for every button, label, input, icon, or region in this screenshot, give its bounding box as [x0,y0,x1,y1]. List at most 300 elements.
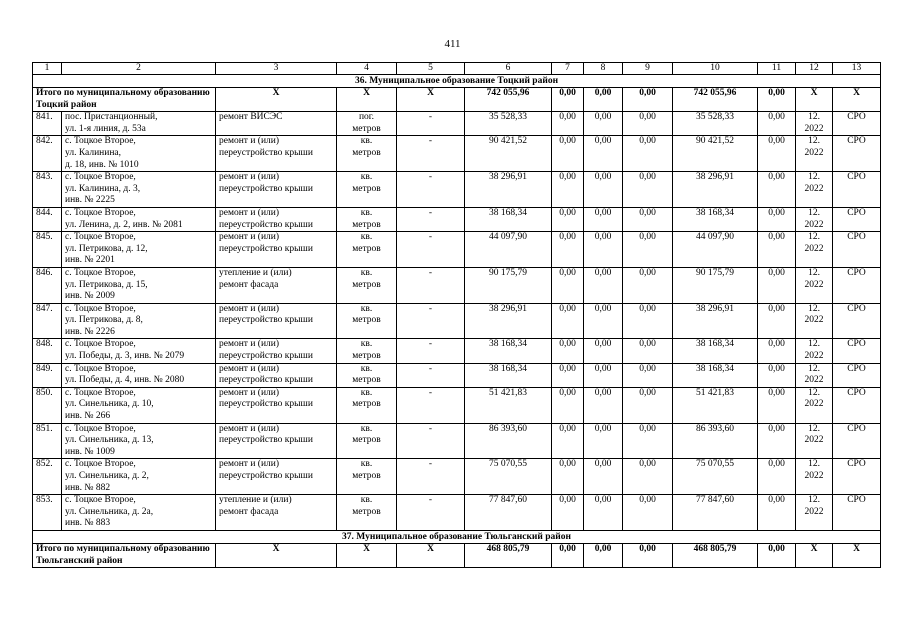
work-type-line: переустройство крыши [219,471,313,481]
table-row [33,423,881,459]
unit-line: кв. [360,207,373,218]
total-deadline: X [796,88,833,112]
other-funds: 0,00 [758,459,796,495]
section-title: 37. Муниципальное образование Тюльганский район [33,530,881,543]
total-cost: 468 805,79 [465,543,552,567]
regional-funds: 0,00 [584,303,623,339]
method: СРО [833,387,881,423]
total-regional: 0,00 [584,543,623,567]
volume: - [397,207,465,231]
address [62,172,216,208]
work-type-line: ремонт и (или) [219,363,280,374]
table-row [33,136,881,172]
address-line: с. Тоцкое Второе, [65,207,136,218]
row-number: 849. [33,363,62,387]
deadline-line: 2022 [804,399,824,410]
work-type-line: переустройство крыши [219,315,313,326]
total-unit: X [337,543,397,567]
address-line: ул. Победы, д. 3, инв. № 2079 [65,351,185,362]
unit [337,267,397,303]
work-type [216,207,337,231]
local-funds: 0,00 [623,495,673,531]
total-work-type: X [216,88,337,112]
work-type [216,112,337,136]
unit-line: метров [352,471,381,481]
address-line: инв. № 882 [65,482,111,493]
method: СРО [833,207,881,231]
work-type [216,232,337,268]
table-row [33,387,881,423]
address [62,267,216,303]
column-number-header: 9 [623,63,673,75]
method: СРО [833,267,881,303]
deadline-line: 2022 [804,123,824,134]
work-type [216,267,337,303]
work-type-line: переустройство крыши [219,351,313,362]
deadline-line: 2022 [804,243,824,254]
row-number: 850. [33,387,62,423]
unit-line: метров [352,243,381,254]
deadline-line: 2022 [804,183,824,194]
unit [337,387,397,423]
local-funds: 0,00 [623,136,673,172]
address-line: инв. № 266 [65,411,111,422]
deadline-line: 2022 [804,351,824,362]
unit [337,303,397,339]
unit-line: пог. [358,112,375,123]
unit-line: метров [352,375,381,386]
owners-funds: 90 421,52 [673,136,758,172]
federal-funds: 0,00 [552,267,584,303]
work-type [216,495,337,531]
total-regional: 0,00 [584,88,623,112]
total-cost: 86 393,60 [465,423,552,459]
repair-register-table [32,62,881,568]
volume: - [397,363,465,387]
local-funds: 0,00 [623,112,673,136]
total-cost: 90 175,79 [465,267,552,303]
row-number: 852. [33,459,62,495]
address-line: ул. Калинина, [65,147,122,158]
unit [337,495,397,531]
deadline-line: 12. [808,303,820,314]
total-cost: 35 528,33 [465,112,552,136]
deadline-line: 12. [808,207,820,218]
local-funds: 0,00 [623,339,673,363]
work-type-line: ремонт и (или) [219,459,280,470]
address-line: с. Тоцкое Второе, [65,363,136,374]
unit-line: метров [352,399,381,410]
column-number-header: 12 [796,63,833,75]
federal-funds: 0,00 [552,423,584,459]
unit-line: кв. [360,136,373,147]
deadline-line: 12. [808,172,820,183]
volume: - [397,232,465,268]
local-funds: 0,00 [623,172,673,208]
address-line: инв. № 2009 [65,291,115,302]
total-method: X [833,88,881,112]
table-row [33,207,881,231]
unit-line: кв. [360,267,373,278]
table-row [33,112,881,136]
method: СРО [833,423,881,459]
section-total-36 [33,88,881,112]
work-type-line: переустройство крыши [219,399,313,410]
deadline [796,303,833,339]
total-cost: 75 070,55 [465,459,552,495]
owners-funds: 77 847,60 [673,495,758,531]
other-funds: 0,00 [758,339,796,363]
unit-line: метров [352,315,381,326]
federal-funds: 0,00 [552,136,584,172]
unit-line: кв. [360,363,373,374]
method: СРО [833,459,881,495]
deadline [796,267,833,303]
other-funds: 0,00 [758,387,796,423]
volume: - [397,112,465,136]
unit-line: метров [352,183,381,194]
column-number-header: 1 [33,63,62,75]
unit-line: метров [352,506,381,517]
total-volume: X [397,543,465,567]
address-line: с. Тоцкое Второе, [65,136,136,147]
total-cost: 51 421,83 [465,387,552,423]
total-cost: 742 055,96 [465,88,552,112]
local-funds: 0,00 [623,303,673,339]
local-funds: 0,00 [623,459,673,495]
deadline-line: 2022 [804,506,824,517]
unit [337,423,397,459]
unit [337,207,397,231]
work-type-line: ремонт и (или) [219,136,280,147]
unit-line: метров [352,351,381,362]
federal-funds: 0,00 [552,387,584,423]
work-type [216,136,337,172]
federal-funds: 0,00 [552,172,584,208]
work-type [216,363,337,387]
table-row [33,339,881,363]
method: СРО [833,112,881,136]
address [62,495,216,531]
address [62,387,216,423]
address-line: с. Тоцкое Второе, [65,387,136,398]
regional-funds: 0,00 [584,267,623,303]
address-line: инв. № 2225 [65,195,115,206]
owners-funds: 44 097,90 [673,232,758,268]
row-number: 842. [33,136,62,172]
volume: - [397,136,465,172]
volume: - [397,267,465,303]
deadline-line: 2022 [804,147,824,158]
address-line: с. Тоцкое Второе, [65,495,136,506]
column-number-header: 8 [584,63,623,75]
section-header-36 [33,75,881,88]
local-funds: 0,00 [623,387,673,423]
owners-funds: 51 421,83 [673,387,758,423]
total-cost: 38 296,91 [465,172,552,208]
row-number: 853. [33,495,62,531]
column-number-header: 7 [552,63,584,75]
federal-funds: 0,00 [552,112,584,136]
work-type-line: утепление и (или) [219,495,292,506]
row-number: 844. [33,207,62,231]
address-line: ул. Победы, д. 4, инв. № 2080 [65,375,185,386]
total-label: Итого по муниципальному образованию Тюльганский район [33,543,216,567]
federal-funds: 0,00 [552,207,584,231]
table-row [33,495,881,531]
address-line: инв. № 2201 [65,255,115,266]
deadline-line: 2022 [804,435,824,446]
address-line: с. Тоцкое Второе, [65,267,136,278]
local-funds: 0,00 [623,363,673,387]
unit-line: метров [352,279,381,290]
regional-funds: 0,00 [584,387,623,423]
other-funds: 0,00 [758,363,796,387]
row-number: 846. [33,267,62,303]
deadline-line: 12. [808,495,820,506]
unit [337,112,397,136]
unit-line: кв. [360,423,373,434]
work-type [216,303,337,339]
method: СРО [833,136,881,172]
address-line: инв. № 2226 [65,326,115,337]
unit [337,172,397,208]
local-funds: 0,00 [623,207,673,231]
federal-funds: 0,00 [552,232,584,268]
column-number-header: 11 [758,63,796,75]
total-volume: X [397,88,465,112]
address-line: с. Тоцкое Второе, [65,423,136,434]
total-cost: 38 296,91 [465,303,552,339]
deadline-line: 2022 [804,375,824,386]
deadline-line: 12. [808,232,820,243]
address [62,423,216,459]
address [62,459,216,495]
volume: - [397,495,465,531]
address [62,339,216,363]
total-unit: X [337,88,397,112]
other-funds: 0,00 [758,232,796,268]
unit-line: метров [352,219,381,230]
work-type [216,423,337,459]
total-other: 0,00 [758,88,796,112]
total-local: 0,00 [623,543,673,567]
work-type-line: переустройство крыши [219,243,313,254]
other-funds: 0,00 [758,172,796,208]
regional-funds: 0,00 [584,112,623,136]
column-number-header: 13 [833,63,881,75]
deadline-line: 12. [808,136,820,147]
work-type-line: переустройство крыши [219,147,313,158]
deadline-line: 2022 [804,315,824,326]
work-type-line: ремонт фасада [219,279,279,290]
address-line: инв. № 883 [65,518,111,529]
owners-funds: 38 168,34 [673,339,758,363]
deadline-line: 12. [808,339,820,350]
total-work-type: X [216,543,337,567]
volume: - [397,303,465,339]
unit-line: кв. [360,303,373,314]
address-line: ул. Калинина, д. 3, [65,183,141,194]
address-line: пос. Пристанционный, [65,112,158,123]
address-line: ул. Ленина, д. 2, инв. № 2081 [65,219,183,230]
work-type-line: переустройство крыши [219,219,313,230]
deadline-line: 12. [808,267,820,278]
section-header-37 [33,530,881,543]
deadline [796,423,833,459]
work-type-line: переустройство крыши [219,183,313,194]
row-number: 841. [33,112,62,136]
local-funds: 0,00 [623,232,673,268]
owners-funds: 35 528,33 [673,112,758,136]
column-number-header-row [33,63,881,75]
work-type [216,387,337,423]
address-line: д. 18, инв. № 1010 [65,159,139,170]
method: СРО [833,303,881,339]
volume: - [397,172,465,208]
regional-funds: 0,00 [584,423,623,459]
address [62,112,216,136]
deadline-line: 2022 [804,219,824,230]
address-line: инв. № 1009 [65,446,115,457]
address [62,303,216,339]
address-line: ул. Петрикова, д. 15, [65,279,148,290]
address-line: с. Тоцкое Второе, [65,172,136,183]
federal-funds: 0,00 [552,303,584,339]
work-type-line: ремонт и (или) [219,339,280,350]
row-number: 845. [33,232,62,268]
work-type-line: ремонт ВИСЭС [219,112,283,123]
regional-funds: 0,00 [584,363,623,387]
deadline-line: 12. [808,363,820,374]
total-federal: 0,00 [552,543,584,567]
work-type [216,172,337,208]
total-cost: 44 097,90 [465,232,552,268]
deadline [796,232,833,268]
address-line: с. Тоцкое Второе, [65,232,136,243]
unit [337,363,397,387]
deadline-line: 12. [808,423,820,434]
total-cost: 38 168,34 [465,207,552,231]
method: СРО [833,495,881,531]
deadline [796,172,833,208]
regional-funds: 0,00 [584,172,623,208]
other-funds: 0,00 [758,423,796,459]
work-type [216,339,337,363]
work-type [216,459,337,495]
federal-funds: 0,00 [552,495,584,531]
total-cost: 38 168,34 [465,339,552,363]
total-cost: 90 421,52 [465,136,552,172]
deadline [796,339,833,363]
work-type-line: ремонт и (или) [219,232,280,243]
address-line: ул. Синельника, д. 2, [65,471,149,481]
address-line: с. Тоцкое Второе, [65,459,136,470]
total-cost: 38 168,34 [465,363,552,387]
deadline-line: 12. [808,112,820,123]
unit-line: кв. [360,232,373,243]
address-line: ул. Синельника, д. 10, [65,399,154,410]
other-funds: 0,00 [758,207,796,231]
column-number-header: 5 [397,63,465,75]
total-owners: 742 055,96 [673,88,758,112]
deadline [796,459,833,495]
row-number: 851. [33,423,62,459]
column-number-header: 10 [673,63,758,75]
total-local: 0,00 [623,88,673,112]
address-line: с. Тоцкое Второе, [65,303,136,314]
unit [337,339,397,363]
table-row [33,303,881,339]
address-line: ул. Петрикова, д. 8, [65,315,143,326]
address [62,136,216,172]
total-cost: 77 847,60 [465,495,552,531]
total-label: Итого по муниципальному образованию Тоцкий район [33,88,216,112]
work-type-line: переустройство крыши [219,435,313,446]
federal-funds: 0,00 [552,459,584,495]
other-funds: 0,00 [758,136,796,172]
other-funds: 0,00 [758,112,796,136]
unit-line: кв. [360,172,373,183]
table-row [33,172,881,208]
column-number-header: 2 [62,63,216,75]
local-funds: 0,00 [623,423,673,459]
address [62,232,216,268]
row-number: 847. [33,303,62,339]
address-line: ул. Синельника, д. 13, [65,435,154,446]
total-other: 0,00 [758,543,796,567]
deadline-line: 12. [808,387,820,398]
deadline [796,112,833,136]
column-number-header: 4 [337,63,397,75]
work-type-line: утепление и (или) [219,267,292,278]
unit-line: кв. [360,495,373,506]
unit [337,232,397,268]
regional-funds: 0,00 [584,207,623,231]
work-type-line: ремонт фасада [219,506,279,517]
deadline-line: 2022 [804,279,824,290]
total-owners: 468 805,79 [673,543,758,567]
section-total-37 [33,543,881,567]
work-type-line: ремонт и (или) [219,207,280,218]
column-number-header: 3 [216,63,337,75]
table-body [33,63,881,568]
row-number: 848. [33,339,62,363]
address [62,363,216,387]
method: СРО [833,232,881,268]
federal-funds: 0,00 [552,339,584,363]
deadline [796,207,833,231]
method: СРО [833,339,881,363]
deadline [796,136,833,172]
other-funds: 0,00 [758,495,796,531]
deadline-line: 2022 [804,471,824,481]
table-row [33,232,881,268]
unit [337,136,397,172]
unit-line: кв. [360,387,373,398]
deadline-line: 12. [808,459,820,470]
total-method: X [833,543,881,567]
column-number-header: 6 [465,63,552,75]
volume: - [397,387,465,423]
address-line: с. Тоцкое Второе, [65,339,136,350]
volume: - [397,423,465,459]
local-funds: 0,00 [623,267,673,303]
unit [337,459,397,495]
work-type-line: ремонт и (или) [219,303,280,314]
owners-funds: 90 175,79 [673,267,758,303]
unit-line: метров [352,435,381,446]
